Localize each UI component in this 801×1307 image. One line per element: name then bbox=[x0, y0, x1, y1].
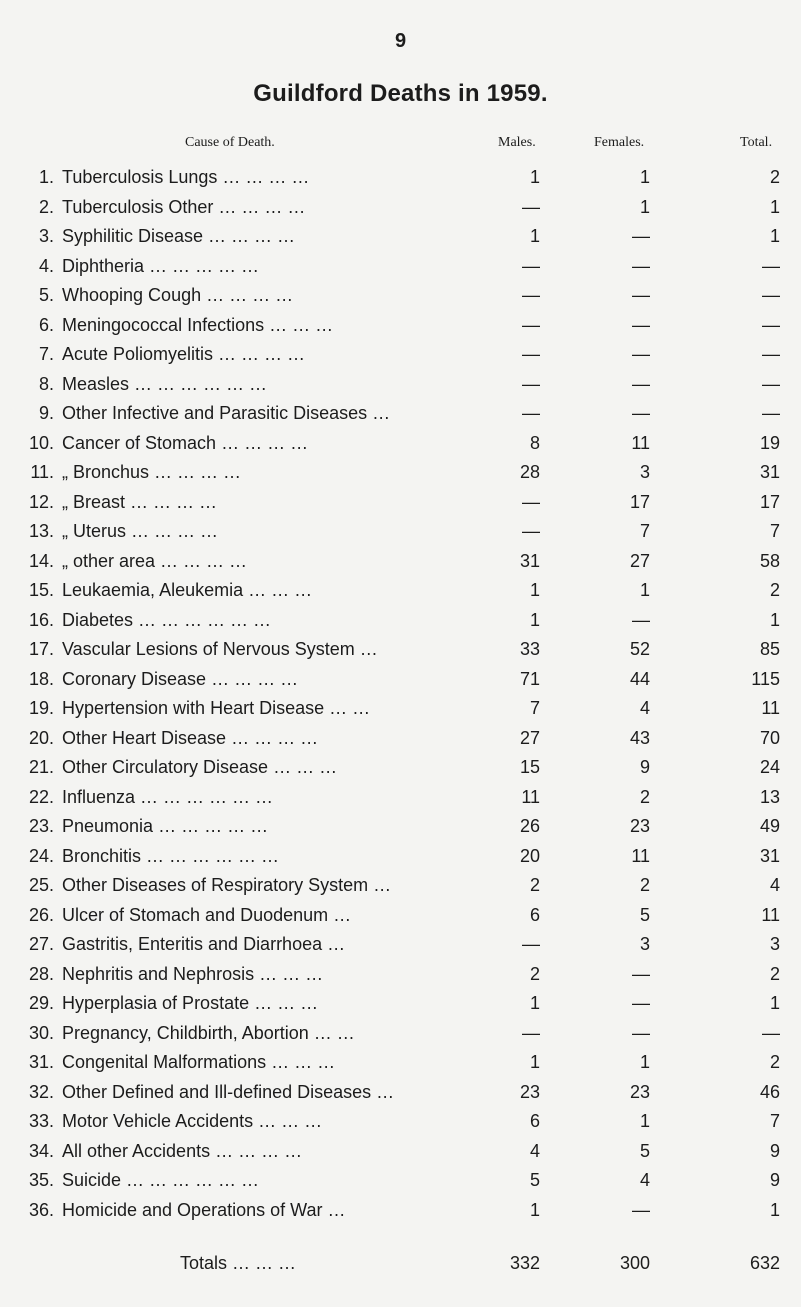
males-count: 31 bbox=[519, 550, 540, 571]
page-title: Guildford Deaths in 1959. bbox=[253, 80, 548, 107]
table-row bbox=[0, 753, 801, 783]
table-row bbox=[0, 1137, 801, 1167]
cause-of-death: Cancer of Stomach … … … … bbox=[62, 432, 309, 453]
total-count: 11 bbox=[761, 698, 780, 718]
females-count: 11 bbox=[631, 845, 650, 866]
males-count: 4 bbox=[529, 1140, 540, 1161]
table-row bbox=[0, 606, 801, 636]
females-count: — bbox=[632, 285, 650, 305]
cause-of-death: Acute Poliomyelitis … … … … bbox=[62, 344, 306, 364]
females-count: — bbox=[632, 993, 650, 1013]
table-row bbox=[0, 783, 801, 813]
table-row bbox=[0, 694, 801, 724]
row-number: 32. bbox=[28, 1081, 54, 1102]
row-number: 13. bbox=[28, 521, 54, 541]
females-count: — bbox=[632, 373, 650, 394]
females-count: 1 bbox=[639, 196, 650, 217]
females-count: 1 bbox=[639, 1111, 650, 1131]
males-count: — bbox=[522, 934, 540, 954]
table-row bbox=[0, 1048, 801, 1078]
table-row bbox=[0, 311, 801, 341]
table-row bbox=[0, 1078, 801, 1108]
cause-of-death: Motor Vehicle Accidents … … … bbox=[62, 1111, 323, 1131]
table-row bbox=[0, 429, 801, 459]
females-count: — bbox=[632, 403, 650, 423]
females-count: — bbox=[632, 344, 650, 364]
cause-of-death: Diabetes … … … … … … bbox=[62, 609, 272, 630]
cause-of-death: Vascular Lesions of Nervous System … bbox=[62, 639, 378, 659]
total-count: 58 bbox=[759, 550, 780, 571]
total-count: — bbox=[762, 1022, 780, 1043]
row-number: 1. bbox=[38, 167, 54, 187]
cause-of-death: Influenza … … … … … … bbox=[62, 786, 274, 807]
row-number: 34. bbox=[28, 1140, 54, 1161]
table-row bbox=[0, 842, 801, 872]
females-count: 17 bbox=[629, 491, 650, 512]
table-header bbox=[0, 135, 801, 157]
males-count: — bbox=[522, 344, 540, 364]
males-count: 1 bbox=[529, 580, 540, 600]
females-count: 5 bbox=[639, 904, 650, 925]
row-number: 28. bbox=[28, 963, 54, 984]
males-count: 2 bbox=[529, 963, 540, 984]
cause-of-death: Measles … … … … … … bbox=[62, 373, 268, 394]
total-count: 3 bbox=[769, 934, 780, 954]
table-row bbox=[0, 812, 801, 842]
table-row bbox=[0, 901, 801, 931]
row-number: 3. bbox=[38, 226, 54, 246]
table-row bbox=[0, 1196, 801, 1226]
males-count: — bbox=[522, 196, 540, 217]
total-count: 1 bbox=[769, 226, 780, 246]
cause-of-death: Other Defined and Ill-defined Diseases … bbox=[62, 1081, 395, 1102]
males-count: — bbox=[522, 255, 540, 276]
row-number: 22. bbox=[28, 786, 54, 807]
cause-of-death: Gastritis, Enteritis and Diarrhoea … bbox=[62, 934, 346, 954]
cause-of-death: „ Breast … … … … bbox=[62, 491, 218, 512]
females-count: — bbox=[632, 1199, 650, 1220]
males-count: 11 bbox=[521, 786, 540, 807]
table-row bbox=[0, 163, 801, 193]
females-count: 7 bbox=[639, 521, 650, 541]
total-count: 4 bbox=[769, 875, 780, 895]
females-count: 1 bbox=[639, 167, 650, 187]
females-count: 52 bbox=[629, 639, 650, 659]
table-row bbox=[0, 1019, 801, 1049]
total-count: 1 bbox=[769, 196, 780, 217]
cause-of-death: „ Bronchus … … … … bbox=[62, 462, 242, 482]
row-number: 19. bbox=[28, 698, 54, 718]
females-count: — bbox=[632, 314, 650, 335]
cause-of-death: Coronary Disease … … … … bbox=[62, 668, 299, 689]
row-number: 9. bbox=[38, 403, 54, 423]
table-row bbox=[0, 635, 801, 665]
row-number: 10. bbox=[28, 432, 54, 453]
total-count: 19 bbox=[759, 432, 780, 453]
cause-of-death: Meningococcal Infections … … … bbox=[62, 314, 334, 335]
males-count: 1 bbox=[529, 609, 540, 630]
males-count: 7 bbox=[529, 698, 540, 718]
total-count: 13 bbox=[759, 786, 780, 807]
row-number: 30. bbox=[28, 1022, 54, 1043]
row-number: 27. bbox=[28, 934, 54, 954]
total-count: 46 bbox=[759, 1081, 780, 1102]
cause-of-death: Leukaemia, Aleukemia … … … bbox=[62, 580, 313, 600]
table-row bbox=[0, 576, 801, 606]
females-count: 3 bbox=[639, 934, 650, 954]
table-row bbox=[0, 281, 801, 311]
row-number: 8. bbox=[38, 373, 54, 394]
total-count: 24 bbox=[759, 757, 780, 777]
cause-of-death: Homicide and Operations of War … bbox=[62, 1199, 346, 1220]
row-number: 31. bbox=[28, 1052, 54, 1072]
row-number: 4. bbox=[38, 255, 54, 276]
cause-of-death: „ other area … … … … bbox=[62, 550, 248, 571]
total-count: 31 bbox=[759, 845, 780, 866]
females-count: 11 bbox=[631, 432, 650, 453]
table-row bbox=[0, 547, 801, 577]
females-count: 23 bbox=[629, 1081, 650, 1102]
males-count: — bbox=[522, 1022, 540, 1043]
males-count: — bbox=[522, 285, 540, 305]
females-count: 3 bbox=[639, 462, 650, 482]
cause-of-death: Pregnancy, Childbirth, Abortion … … bbox=[62, 1022, 355, 1043]
total-count: 9 bbox=[769, 1170, 780, 1190]
females-count: 43 bbox=[629, 727, 650, 748]
males-count: 20 bbox=[519, 845, 540, 866]
row-number: 5. bbox=[38, 285, 54, 305]
table-body bbox=[0, 163, 801, 1225]
page-number: 9 bbox=[394, 30, 407, 52]
table-row bbox=[0, 871, 801, 901]
females-count: 23 bbox=[629, 816, 650, 836]
cause-of-death: Ulcer of Stomach and Duodenum … bbox=[62, 904, 352, 925]
females-count: — bbox=[632, 963, 650, 984]
total-count: — bbox=[762, 314, 780, 335]
table-row bbox=[0, 340, 801, 370]
row-number: 25. bbox=[28, 875, 54, 895]
cause-of-death: Hyperplasia of Prostate … … … bbox=[62, 993, 319, 1013]
row-number: 6. bbox=[38, 314, 54, 335]
males-count: — bbox=[522, 314, 540, 335]
total-count: 2 bbox=[769, 580, 780, 600]
females-count: 2 bbox=[639, 875, 650, 895]
males-count: 28 bbox=[519, 462, 540, 482]
cause-of-death: Tuberculosis Other … … … … bbox=[62, 196, 306, 217]
females-count: 5 bbox=[639, 1140, 650, 1161]
males-count: 1 bbox=[529, 1199, 540, 1220]
cause-of-death: Other Circulatory Disease … … … bbox=[62, 757, 338, 777]
cause-of-death: Other Infective and Parasitic Diseases … bbox=[62, 403, 391, 423]
row-number: 20. bbox=[28, 727, 54, 748]
cause-of-death: Tuberculosis Lungs … … … … bbox=[62, 167, 310, 187]
row-number: 7. bbox=[38, 344, 54, 364]
totals-males: 332 bbox=[509, 1253, 540, 1273]
males-count: 6 bbox=[529, 1111, 540, 1131]
females-count: — bbox=[632, 226, 650, 246]
males-count: 23 bbox=[519, 1081, 540, 1102]
males-count: 1 bbox=[529, 1052, 540, 1072]
males-count: 26 bbox=[519, 816, 540, 836]
row-number: 12. bbox=[28, 491, 54, 512]
row-number: 11. bbox=[30, 462, 54, 482]
total-count: 7 bbox=[769, 521, 780, 541]
males-count: — bbox=[522, 521, 540, 541]
females-count: — bbox=[632, 1022, 650, 1043]
row-number: 18. bbox=[28, 668, 54, 689]
males-count: — bbox=[522, 491, 540, 512]
totals-females: 300 bbox=[619, 1253, 650, 1273]
females-count: 44 bbox=[629, 668, 650, 689]
table-row bbox=[0, 458, 801, 488]
females-count: 4 bbox=[639, 1170, 650, 1190]
cause-of-death: Syphilitic Disease … … … … bbox=[62, 226, 296, 246]
females-count: — bbox=[632, 609, 650, 630]
total-count: 9 bbox=[769, 1140, 780, 1161]
males-count: 71 bbox=[519, 668, 540, 689]
table-row bbox=[0, 399, 801, 429]
table-row bbox=[0, 222, 801, 252]
table-row bbox=[0, 1107, 801, 1137]
cause-of-death: Whooping Cough … … … … bbox=[62, 285, 294, 305]
females-count: 1 bbox=[639, 1052, 650, 1072]
total-count: — bbox=[762, 255, 780, 276]
header-cause: Cause of Death. bbox=[185, 135, 275, 150]
table-row bbox=[0, 665, 801, 695]
totals-row bbox=[0, 1248, 801, 1278]
females-count: 27 bbox=[629, 550, 650, 571]
males-count: — bbox=[522, 403, 540, 423]
row-number: 35. bbox=[28, 1170, 54, 1190]
row-number: 29. bbox=[28, 993, 54, 1013]
row-number: 2. bbox=[38, 196, 54, 217]
row-number: 15. bbox=[28, 580, 54, 600]
header-total: Total. bbox=[740, 135, 773, 150]
header-females: Females. bbox=[594, 135, 645, 150]
females-count: — bbox=[632, 255, 650, 276]
total-count: 2 bbox=[769, 963, 780, 984]
males-count: — bbox=[522, 373, 540, 394]
males-count: 6 bbox=[529, 904, 540, 925]
total-count: 11 bbox=[761, 904, 780, 925]
row-number: 24. bbox=[28, 845, 54, 866]
cause-of-death: All other Accidents … … … … bbox=[62, 1140, 303, 1161]
cause-of-death: Diphtheria … … … … … bbox=[62, 255, 260, 276]
row-number: 17. bbox=[28, 639, 54, 659]
totals-total: 632 bbox=[749, 1253, 780, 1273]
table-row bbox=[0, 960, 801, 990]
total-count: 1 bbox=[769, 609, 780, 630]
males-count: 8 bbox=[529, 432, 540, 453]
table-row bbox=[0, 517, 801, 547]
cause-of-death: Other Diseases of Respiratory System … bbox=[62, 875, 392, 895]
females-count: 1 bbox=[639, 580, 650, 600]
table-row bbox=[0, 193, 801, 223]
total-count: 2 bbox=[769, 1052, 780, 1072]
females-count: 4 bbox=[639, 698, 650, 718]
table-row bbox=[0, 252, 801, 282]
females-count: 2 bbox=[639, 786, 650, 807]
totals-label: Totals … … … bbox=[180, 1253, 297, 1273]
cause-of-death: Congenital Malformations … … … bbox=[62, 1052, 336, 1072]
males-count: 2 bbox=[529, 875, 540, 895]
table-row bbox=[0, 724, 801, 754]
row-number: 14. bbox=[28, 550, 54, 571]
total-count: 7 bbox=[769, 1111, 780, 1131]
total-count: 17 bbox=[759, 491, 780, 512]
females-count: 9 bbox=[639, 757, 650, 777]
total-count: 1 bbox=[769, 1199, 780, 1220]
total-count: 85 bbox=[759, 639, 780, 659]
males-count: 33 bbox=[519, 639, 540, 659]
table-row bbox=[0, 989, 801, 1019]
row-number: 26. bbox=[28, 904, 54, 925]
table-row bbox=[0, 930, 801, 960]
row-number: 21. bbox=[28, 757, 54, 777]
cause-of-death: Nephritis and Nephrosis … … … bbox=[62, 963, 324, 984]
cause-of-death: Suicide … … … … … … bbox=[62, 1170, 260, 1190]
total-count: 115 bbox=[751, 668, 780, 689]
total-count: 1 bbox=[769, 993, 780, 1013]
males-count: 1 bbox=[529, 993, 540, 1013]
row-number: 23. bbox=[28, 816, 54, 836]
header-males: Males. bbox=[498, 135, 536, 150]
total-count: 70 bbox=[759, 727, 780, 748]
table-row bbox=[0, 1166, 801, 1196]
total-count: 49 bbox=[759, 816, 780, 836]
cause-of-death: „ Uterus … … … … bbox=[62, 521, 219, 541]
total-count: 2 bbox=[769, 167, 780, 187]
row-number: 33. bbox=[28, 1111, 54, 1131]
cause-of-death: Hypertension with Heart Disease … … bbox=[62, 698, 371, 718]
total-count: — bbox=[762, 285, 780, 305]
males-count: 27 bbox=[519, 727, 540, 748]
total-count: — bbox=[762, 373, 780, 394]
table-row bbox=[0, 370, 801, 400]
males-count: 1 bbox=[529, 226, 540, 246]
males-count: 15 bbox=[519, 757, 540, 777]
total-count: — bbox=[762, 403, 780, 423]
males-count: 1 bbox=[529, 167, 540, 187]
males-count: 5 bbox=[529, 1170, 540, 1190]
row-number: 16. bbox=[28, 609, 54, 630]
total-count: — bbox=[762, 344, 780, 364]
total-count: 31 bbox=[759, 462, 780, 482]
cause-of-death: Other Heart Disease … … … … bbox=[62, 727, 319, 748]
cause-of-death: Bronchitis … … … … … … bbox=[62, 845, 280, 866]
row-number: 36. bbox=[28, 1199, 54, 1220]
cause-of-death: Pneumonia … … … … … bbox=[62, 816, 269, 836]
table-row bbox=[0, 488, 801, 518]
